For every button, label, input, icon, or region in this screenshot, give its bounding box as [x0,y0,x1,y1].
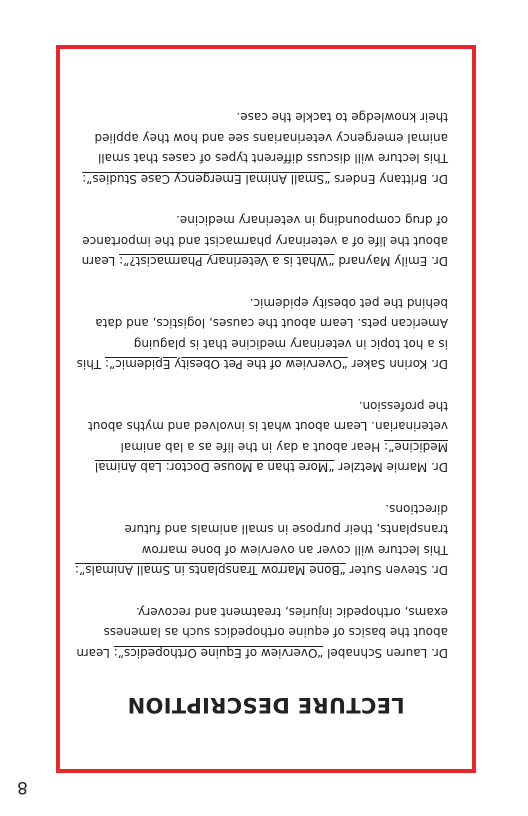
lecture-speaker: Dr. Korinn Saker [351,357,448,372]
lecture-title: “What is a Veterinary Pharmacist?”: [119,254,335,269]
lecture-speaker: Dr. Steven Suter [349,563,448,578]
lecture-description: This lecture will discuss different types of cases that small animal emergency veterinarians see and how they applied their knowledge to tackle the case. [94,110,448,166]
lecture-speaker: Dr. Emily Maynard [338,254,448,269]
page-number: 8 [17,777,28,797]
lecture-speaker: Dr. Lauren Schnabel [327,646,448,660]
lecture-speaker: Dr. Brittany Enders [334,172,448,186]
lecture-entry [74,602,448,664]
lecture-title: “Overview of Equine Orthopedics”: [113,646,324,660]
lecture-description: Learn about the basics of equine orthopedics such as lameness exams, orthopedic injuries, treatment and recovery. [76,605,448,660]
lecture-title: “Overview of the Pet Obesity Epidemic”: [104,357,348,372]
lecture-entry [74,107,448,189]
lecture-title: “Small Animal Emergency Case Studies”: [82,172,331,186]
content-frame [56,45,476,773]
lecture-entry [74,210,448,272]
lecture-title: “More than a Mouse Doctor: Lab Animal Medicine”: [94,440,448,475]
lecture-description: Hear about a day in the life as a lab animal veterinarian. Learn about what is involved and myths about the profession. [88,399,448,454]
lecture-description: This lecture will cover an overview of bone marrow transplants, their purpose in small animals and future directions. [124,502,448,557]
lecture-entry [74,396,448,478]
lecture-description: This is a hot topic in veterinary medicine that is plaguing American pets. Learn about the causes, logistics, and data behind the pet obesity epidemic. [76,296,448,372]
lecture-entry [74,499,448,581]
page-title: LECTURE DESCRIPTION [127,693,405,717]
lecture-description: Learn about the life of a veterinary pharmacist and the importance of drug compounding in veterinary medicine. [81,213,448,269]
lecture-title: “Bone Marrow Transplants in Small Animals”: [74,563,346,578]
lecture-speaker: Dr. Marnie Metzler [338,460,448,475]
lecture-list [74,86,448,663]
lecture-entry [74,293,448,375]
